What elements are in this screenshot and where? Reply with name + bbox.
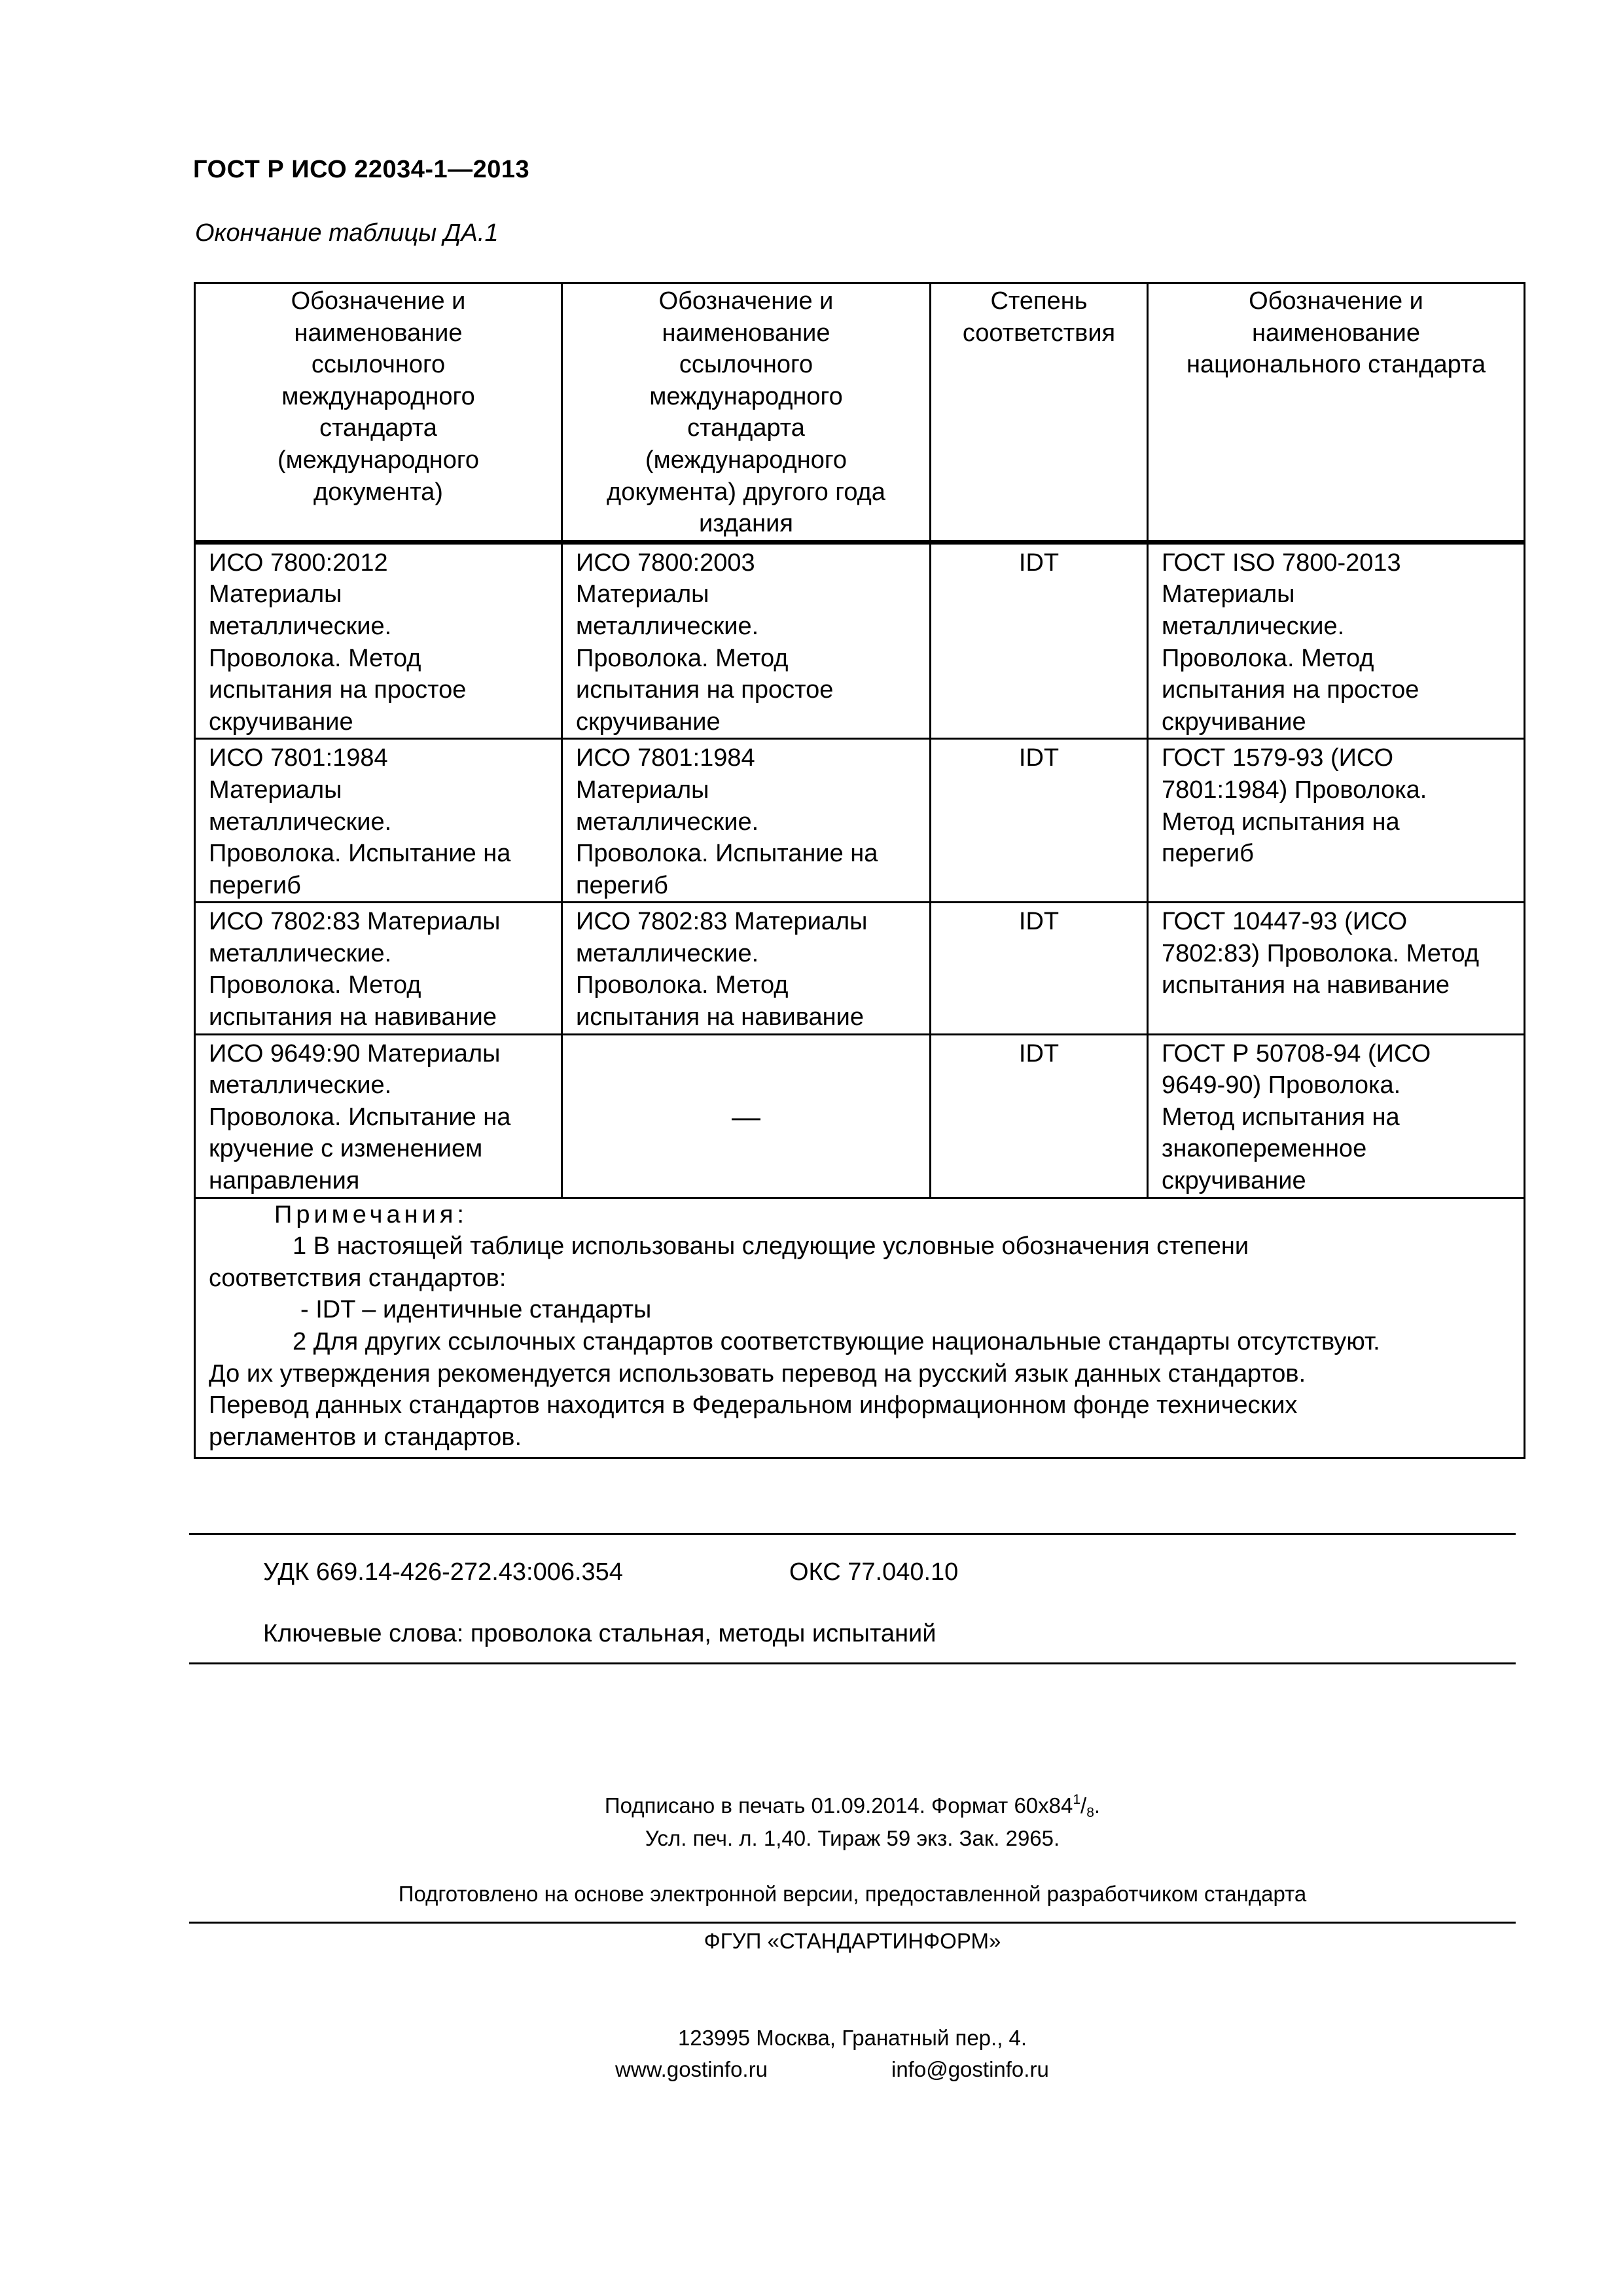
cell-line: испытания на простое: [209, 676, 467, 704]
header-national-standard: [1148, 283, 1525, 543]
cell-line: национального стандарта: [1186, 351, 1486, 379]
cell-line: металлические.: [576, 939, 759, 967]
cell-line: знакопеременное: [1162, 1135, 1367, 1163]
print-signed-line: [189, 1793, 1516, 1818]
cell-line: Проволока. Испытание на: [209, 1103, 511, 1131]
cell-line: Материалы: [576, 776, 709, 804]
cell-line: скручивание: [1162, 708, 1306, 736]
cell-line: испытания на навивание: [209, 1003, 497, 1031]
cell-line: ИСО 9649:90 Материалы: [209, 1039, 501, 1067]
table-row: [195, 542, 1525, 739]
cell-line: ссылочного: [311, 351, 446, 379]
cell-line: испытания на простое: [576, 676, 834, 704]
cell-line: (международного: [277, 446, 480, 474]
cell-line: документа) другого года: [607, 478, 885, 506]
header-intl-standard: [195, 283, 562, 543]
cell-line: издания: [699, 510, 793, 538]
cell-line: наименование: [294, 319, 463, 347]
cell-line: ГОСТ ISO 7800-2013: [1162, 548, 1401, 577]
cell-other-year-standard: [562, 542, 931, 739]
table-notes: [195, 1198, 1525, 1458]
note-1-line: 1 В настоящей таблице использованы следующие условные обозначения степени: [293, 1232, 1249, 1261]
cell-line: металлические.: [209, 939, 392, 967]
note-1-line: соответствия стандартов:: [209, 1264, 507, 1292]
prepared-note: Подготовлено на основе электронной версии, предоставленной разработчиком стандарта: [398, 1882, 1307, 1906]
cell-line: испытания на навивание: [576, 1003, 865, 1031]
table-row: [195, 739, 1525, 903]
cell-line: Проволока. Метод: [209, 971, 421, 999]
cell-other-year-standard: [562, 1034, 931, 1198]
cell-intl-standard: [195, 903, 562, 1034]
cell-degree: IDT: [931, 542, 1148, 739]
cell-line: скручивание: [209, 708, 353, 736]
cell-line: металлические.: [209, 1071, 392, 1100]
cell-line: кручение с изменением: [209, 1135, 483, 1163]
cell-line: Материалы: [209, 776, 342, 804]
divider: [189, 1533, 1516, 1535]
cell-line: Обозначение и: [1249, 287, 1423, 315]
cell-line: ГОСТ 1579-93 (ИСО: [1162, 744, 1394, 772]
table-row: [195, 903, 1525, 1034]
cell-line: наименование: [1252, 319, 1420, 347]
cell-line: наименование: [662, 319, 830, 347]
cell-intl-standard: [195, 1034, 562, 1198]
divider: [189, 1662, 1516, 1664]
cell-line: документа): [313, 478, 443, 506]
document-title: ГОСТ Р ИСО 22034-1—2013: [193, 156, 530, 183]
publisher-name: ФГУП «СТАНДАРТИНФОРМ»: [704, 1929, 1001, 1953]
header-degree: [931, 283, 1148, 543]
note-2-line: 2 Для других ссылочных стандартов соответствующие национальные стандарты отсутствуют.: [293, 1328, 1380, 1355]
cell-intl-standard: [195, 542, 562, 739]
cell-line: металлические.: [576, 612, 759, 640]
print-signed-text: Подписано в печать 01.09.2014. Формат 60х84: [604, 1793, 1073, 1818]
cell-line: Метод испытания на: [1162, 1103, 1400, 1131]
cell-line: Проволока. Метод: [1162, 644, 1374, 672]
publisher-website[interactable]: www.gostinfo.ru: [615, 2057, 768, 2081]
cell-line: перегиб: [576, 871, 668, 899]
cell-line: (международного: [645, 446, 847, 474]
note-2-line: Перевод данных стандартов находится в Федеральном информационном фонде технических: [209, 1391, 1298, 1420]
note-2-line: регламентов и стандартов.: [209, 1423, 522, 1451]
cell-line: 9649-90) Проволока.: [1162, 1071, 1401, 1100]
publisher-address: 123995 Москва, Гранатный пер., 4.: [677, 2026, 1027, 2050]
cell-line: Проволока. Испытание на: [209, 840, 511, 868]
format-subscript: 8: [1086, 1805, 1094, 1820]
oks-code: ОКС 77.040.10: [789, 1558, 959, 1586]
cell-line: перегиб: [1162, 840, 1254, 868]
cell-degree: IDT: [931, 739, 1148, 903]
cell-degree: IDT: [931, 903, 1148, 1034]
cell-line: международного: [649, 382, 843, 410]
cell-line: испытания на простое: [1162, 676, 1419, 704]
table-notes-row: [195, 1198, 1525, 1458]
cell-degree: IDT: [931, 1034, 1148, 1198]
format-superscript: 1: [1073, 1792, 1081, 1807]
publisher-email[interactable]: info@gostinfo.ru: [891, 2057, 1049, 2081]
cell-line: стандарта: [319, 414, 437, 442]
cell-line: —: [732, 1100, 760, 1133]
print-info: Усл. печ. л. 1,40. Тираж 59 экз. Зак. 2965.: [645, 1826, 1060, 1850]
cell-line: Степень: [990, 287, 1088, 315]
cell-line: Материалы: [576, 581, 709, 609]
correspondence-table: [194, 282, 1525, 1459]
cell-line: металлические.: [576, 808, 759, 836]
cell-line: Проволока. Метод: [576, 644, 789, 672]
cell-line: Материалы: [209, 581, 342, 609]
cell-line: ГОСТ Р 50708-94 (ИСО: [1162, 1039, 1431, 1067]
cell-line: испытания на навивание: [1162, 971, 1450, 999]
format-end: .: [1094, 1793, 1101, 1818]
udk-code: УДК 669.14-426-272.43:006.354: [263, 1558, 623, 1586]
format-slash: /: [1080, 1793, 1087, 1818]
cell-line: Проволока. Метод: [209, 644, 421, 672]
cell-national-standard: [1148, 542, 1525, 739]
cell-line: ссылочного: [679, 351, 813, 379]
cell-line: ИСО 7802:83 Материалы: [576, 908, 868, 936]
cell-line: ИСО 7801:1984: [576, 744, 755, 772]
cell-line: 7801:1984) Проволока.: [1162, 776, 1427, 804]
cell-intl-standard: [195, 739, 562, 903]
cell-line: ИСО 7800:2012: [209, 548, 388, 577]
cell-line: Материалы: [1162, 581, 1295, 609]
cell-national-standard: [1148, 739, 1525, 903]
cell-line: металлические.: [209, 612, 392, 640]
cell-line: скручивание: [576, 708, 721, 736]
cell-line: стандарта: [687, 414, 805, 442]
cell-line: ИСО 7800:2003: [576, 548, 755, 577]
header-other-year-standard: [562, 283, 931, 543]
cell-line: 7802:83) Проволока. Метод: [1162, 939, 1480, 967]
cell-line: Метод испытания на: [1162, 808, 1400, 836]
cell-national-standard: [1148, 1034, 1525, 1198]
cell-national-standard: [1148, 903, 1525, 1034]
table-row: [195, 1034, 1525, 1198]
cell-line: Обозначение и: [291, 287, 466, 315]
cell-line: перегиб: [209, 871, 301, 899]
cell-line: ИСО 7801:1984: [209, 744, 388, 772]
cell-line: ИСО 7802:83 Материалы: [209, 908, 501, 936]
cell-line: Проволока. Метод: [576, 971, 789, 999]
cell-line: Обозначение и: [658, 287, 834, 315]
cell-other-year-standard: [562, 903, 931, 1034]
cell-line: международного: [281, 382, 475, 410]
cell-line: металлические.: [209, 808, 392, 836]
divider: [189, 1922, 1516, 1924]
note-2-line: До их утверждения рекомендуется использовать перевод на русский язык данных стандартов.: [209, 1359, 1306, 1388]
notes-title: Примечания:: [274, 1200, 468, 1229]
cell-line: ГОСТ 10447-93 (ИСО: [1162, 908, 1408, 936]
note-1-item: - IDT – идентичные стандарты: [300, 1296, 652, 1324]
cell-line: соответствия: [962, 319, 1116, 347]
cell-line: металлические.: [1162, 612, 1345, 640]
cell-other-year-standard: [562, 739, 931, 903]
table-caption: Окончание таблицы ДА.1: [195, 219, 499, 247]
cell-line: направления: [209, 1167, 360, 1195]
table-header-row: [195, 283, 1525, 543]
cell-line: скручивание: [1162, 1167, 1306, 1195]
keywords: Ключевые слова: проволока стальная, методы испытаний: [263, 1620, 936, 1647]
cell-line: Проволока. Испытание на: [576, 840, 878, 868]
